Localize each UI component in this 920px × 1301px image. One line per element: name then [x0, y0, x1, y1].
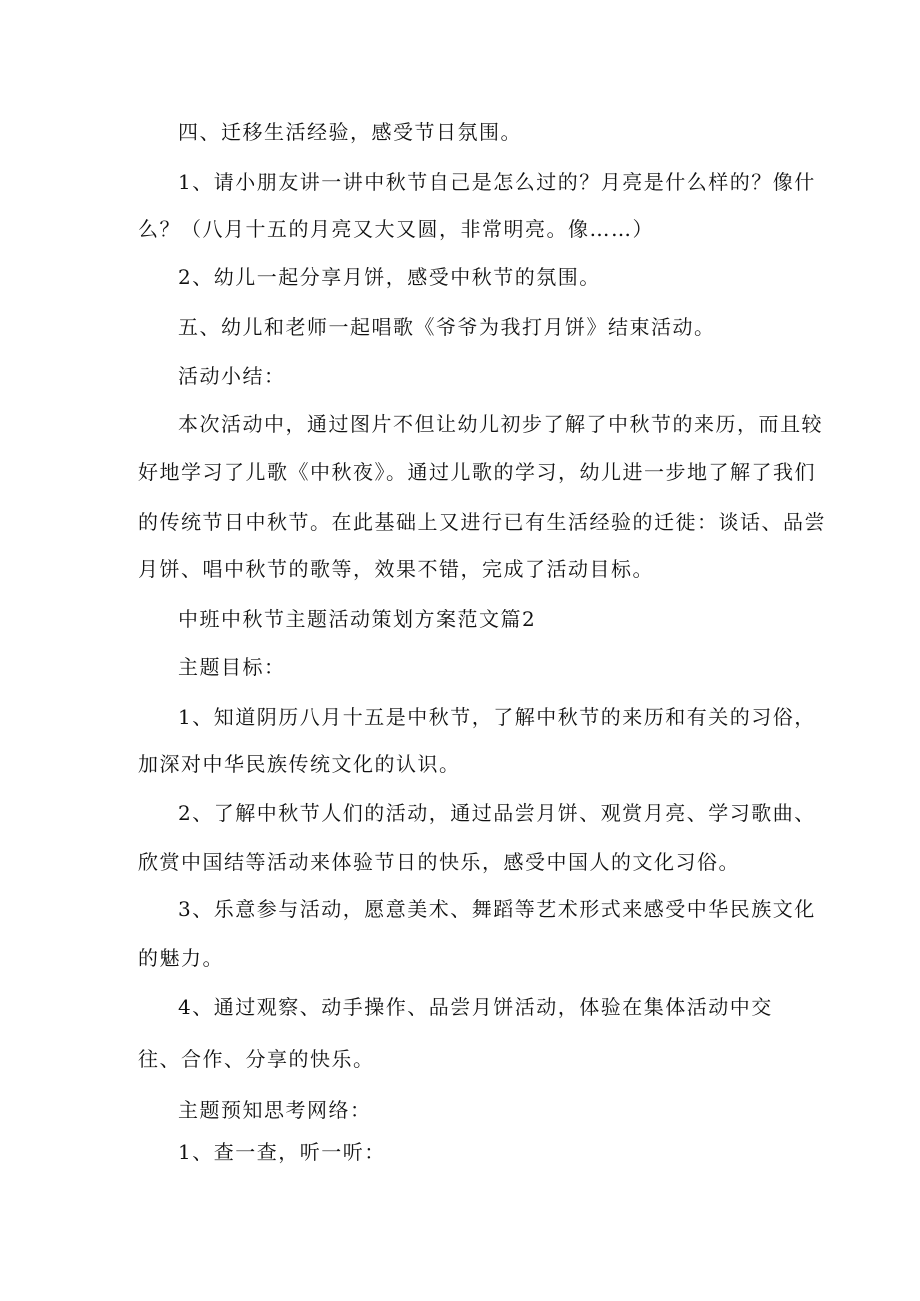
paragraph-line: 么？（八月十五的月亮又大又圆，非常明亮。像……） — [138, 217, 654, 241]
paragraph-line: 2、了解中秋节人们的活动，通过品尝月饼、观赏月亮、学习歌曲、 — [178, 801, 816, 825]
paragraph-line: 1、查一查，听一听： — [178, 1140, 386, 1164]
section-heading-5: 五、幼儿和老师一起唱歌《爷爷为我打月饼》结束活动。 — [178, 315, 716, 339]
paragraph-line: 欣赏中国结等活动来体验节日的快乐，感受中国人的文化习俗。 — [138, 850, 740, 874]
paragraph-line: 往、合作、分享的快乐。 — [138, 1047, 375, 1071]
summary-heading: 活动小结： — [178, 364, 286, 388]
paragraph-line: 本次活动中，通过图片不但让幼儿初步了解了中秋节的来历，而且较 — [178, 412, 823, 436]
paragraph-line: 2、幼儿一起分享月饼，感受中秋节的氛围。 — [178, 265, 601, 289]
paragraph-line: 4、通过观察、动手操作、品尝月饼活动，体验在集体活动中交 — [178, 995, 773, 1019]
article-title: 中班中秋节主题活动策划方案范文篇2 — [178, 607, 537, 631]
paragraph-line: 加深对中华民族传统文化的认识。 — [138, 752, 461, 776]
paragraph-line: 的传统节日中秋节。在此基础上又进行已有生活经验的迁徙：谈话、品尝 — [138, 510, 826, 534]
paragraph-line: 3、乐意参与活动，愿意美术、舞蹈等艺术形式来感受中华民族文化 — [178, 897, 816, 921]
paragraph-line: 1、知道阴历八月十五是中秋节，了解中秋节的来历和有关的习俗， — [178, 705, 816, 729]
paragraph-line: 好地学习了儿歌《中秋夜》。通过儿歌的学习，幼儿进一步地了解了我们 — [138, 460, 816, 484]
paragraph-line: 1、请小朋友讲一讲中秋节自己是怎么过的？月亮是什么样的？像什 — [178, 170, 816, 194]
paragraph-line: 月饼、唱中秋节的歌等，效果不错，完成了活动目标。 — [138, 557, 654, 581]
paragraph-line: 的魅力。 — [138, 946, 224, 970]
goals-heading: 主题目标： — [178, 655, 286, 679]
section-heading-4: 四、迁移生活经验，感受节日氛围。 — [178, 120, 522, 144]
network-heading: 主题预知思考网络： — [178, 1098, 372, 1122]
